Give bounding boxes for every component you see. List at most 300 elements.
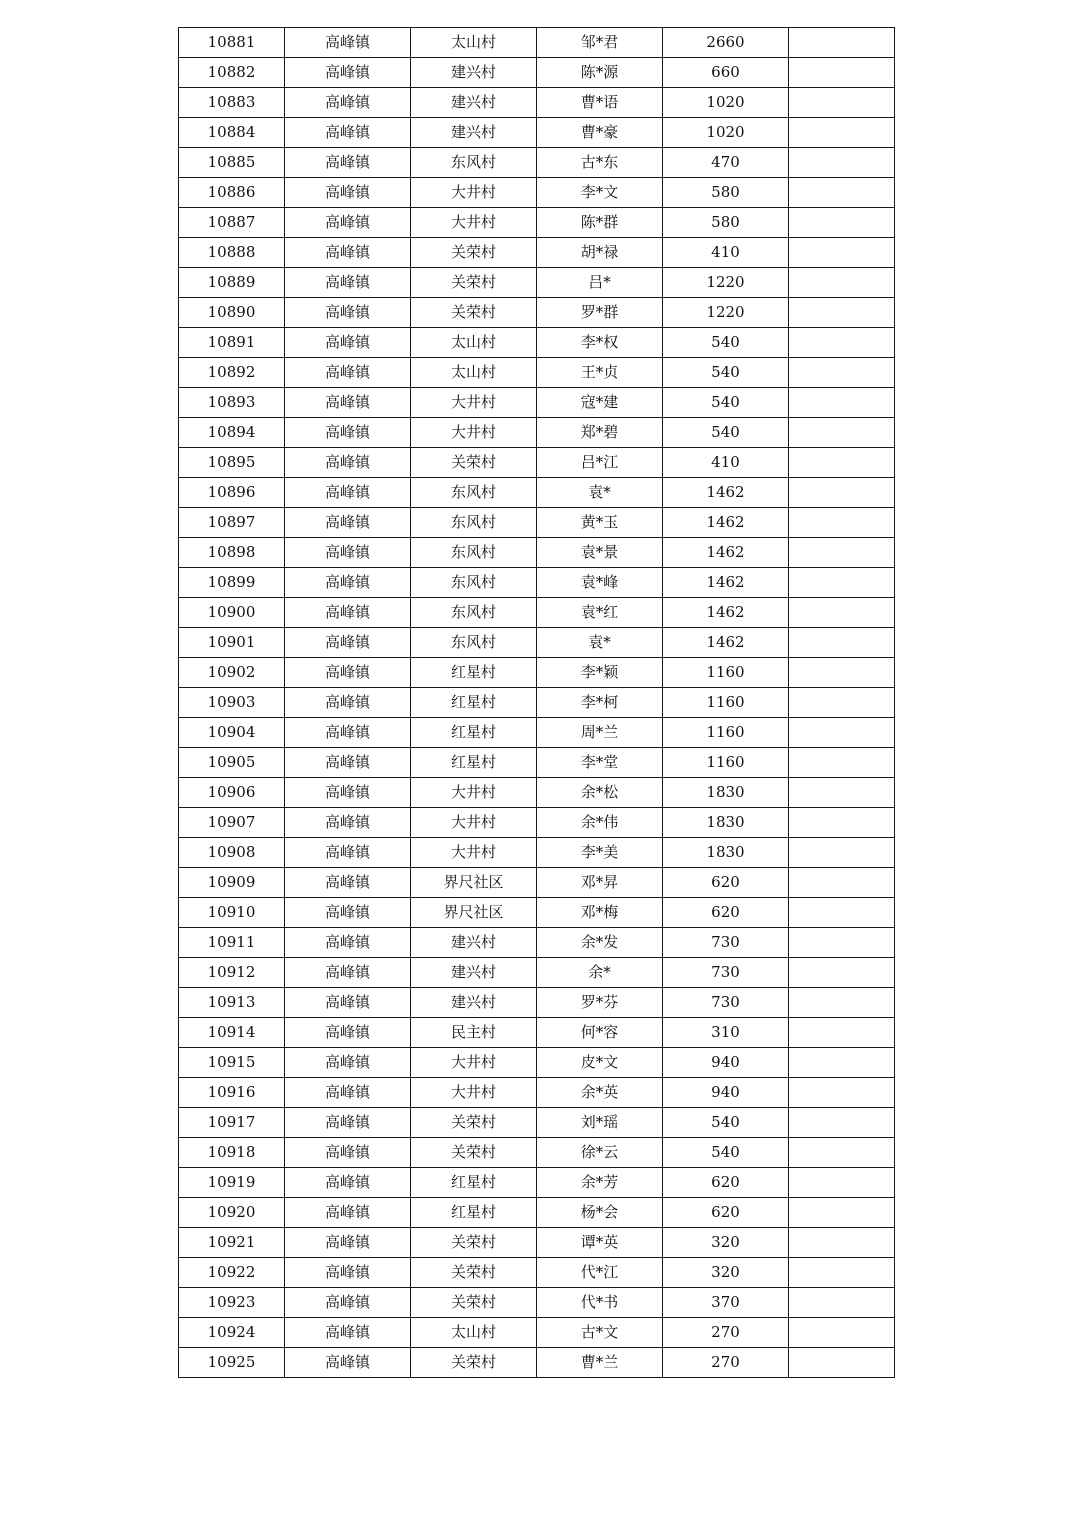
town-cell: 高峰镇 (285, 1078, 411, 1108)
serial-number-cell: 10899 (179, 568, 285, 598)
name-cell: 代*江 (537, 1258, 663, 1288)
amount-cell: 410 (663, 448, 789, 478)
table-row (179, 1198, 895, 1228)
serial-number-cell: 10886 (179, 178, 285, 208)
serial-number-cell: 10892 (179, 358, 285, 388)
amount-cell: 1462 (663, 628, 789, 658)
village-cell: 大井村 (411, 1048, 537, 1078)
village-cell: 界尺社区 (411, 868, 537, 898)
serial-number-cell: 10896 (179, 478, 285, 508)
village-cell: 关荣村 (411, 1288, 537, 1318)
town-cell: 高峰镇 (285, 178, 411, 208)
table-row (179, 1168, 895, 1198)
village-cell: 建兴村 (411, 118, 537, 148)
note-cell (789, 418, 895, 448)
note-cell (789, 88, 895, 118)
village-cell: 东风村 (411, 598, 537, 628)
table-row (179, 688, 895, 718)
town-cell: 高峰镇 (285, 58, 411, 88)
table-row (179, 868, 895, 898)
table-row (179, 268, 895, 298)
village-cell: 关荣村 (411, 238, 537, 268)
name-cell: 余*伟 (537, 808, 663, 838)
name-cell: 代*书 (537, 1288, 663, 1318)
village-cell: 东风村 (411, 478, 537, 508)
name-cell: 寇*建 (537, 388, 663, 418)
table-row (179, 1018, 895, 1048)
serial-number-cell: 10917 (179, 1108, 285, 1138)
amount-cell: 1462 (663, 538, 789, 568)
note-cell (789, 1138, 895, 1168)
note-cell (789, 628, 895, 658)
table-row (179, 1078, 895, 1108)
serial-number-cell: 10888 (179, 238, 285, 268)
table-row (179, 208, 895, 238)
table-row (179, 1228, 895, 1258)
village-cell: 关荣村 (411, 1108, 537, 1138)
village-cell: 关荣村 (411, 1228, 537, 1258)
serial-number-cell: 10909 (179, 868, 285, 898)
table-row (179, 58, 895, 88)
name-cell: 邹*君 (537, 28, 663, 58)
table-row (179, 1108, 895, 1138)
town-cell: 高峰镇 (285, 328, 411, 358)
name-cell: 袁*景 (537, 538, 663, 568)
note-cell (789, 388, 895, 418)
amount-cell: 620 (663, 1198, 789, 1228)
name-cell: 邓*梅 (537, 898, 663, 928)
name-cell: 李*柯 (537, 688, 663, 718)
town-cell: 高峰镇 (285, 448, 411, 478)
note-cell (789, 28, 895, 58)
table-row (179, 1258, 895, 1288)
serial-number-cell: 10901 (179, 628, 285, 658)
table-row (179, 418, 895, 448)
village-cell: 红星村 (411, 658, 537, 688)
town-cell: 高峰镇 (285, 268, 411, 298)
town-cell: 高峰镇 (285, 658, 411, 688)
village-cell: 建兴村 (411, 58, 537, 88)
note-cell (789, 448, 895, 478)
name-cell: 何*容 (537, 1018, 663, 1048)
amount-cell: 540 (663, 1138, 789, 1168)
note-cell (789, 238, 895, 268)
village-cell: 大井村 (411, 418, 537, 448)
village-cell: 建兴村 (411, 928, 537, 958)
town-cell: 高峰镇 (285, 928, 411, 958)
village-cell: 东风村 (411, 538, 537, 568)
serial-number-cell: 10922 (179, 1258, 285, 1288)
serial-number-cell: 10913 (179, 988, 285, 1018)
note-cell (789, 268, 895, 298)
name-cell: 李*文 (537, 178, 663, 208)
amount-cell: 940 (663, 1048, 789, 1078)
note-cell (789, 1288, 895, 1318)
note-cell (789, 748, 895, 778)
town-cell: 高峰镇 (285, 1168, 411, 1198)
amount-cell: 580 (663, 208, 789, 238)
village-cell: 太山村 (411, 28, 537, 58)
amount-cell: 1462 (663, 568, 789, 598)
serial-number-cell: 10894 (179, 418, 285, 448)
serial-number-cell: 10915 (179, 1048, 285, 1078)
village-cell: 太山村 (411, 328, 537, 358)
town-cell: 高峰镇 (285, 718, 411, 748)
note-cell (789, 148, 895, 178)
serial-number-cell: 10881 (179, 28, 285, 58)
table-row (179, 748, 895, 778)
note-cell (789, 208, 895, 238)
amount-cell: 620 (663, 898, 789, 928)
name-cell: 古*文 (537, 1318, 663, 1348)
amount-cell: 410 (663, 238, 789, 268)
town-cell: 高峰镇 (285, 418, 411, 448)
serial-number-cell: 10885 (179, 148, 285, 178)
amount-cell: 540 (663, 388, 789, 418)
amount-cell: 270 (663, 1318, 789, 1348)
name-cell: 李*堂 (537, 748, 663, 778)
note-cell (789, 838, 895, 868)
village-cell: 关荣村 (411, 448, 537, 478)
village-cell: 界尺社区 (411, 898, 537, 928)
town-cell: 高峰镇 (285, 748, 411, 778)
amount-cell: 580 (663, 178, 789, 208)
serial-number-cell: 10887 (179, 208, 285, 238)
town-cell: 高峰镇 (285, 808, 411, 838)
table-row (179, 388, 895, 418)
village-cell: 东风村 (411, 628, 537, 658)
amount-cell: 940 (663, 1078, 789, 1108)
amount-cell: 620 (663, 868, 789, 898)
name-cell: 王*贞 (537, 358, 663, 388)
name-cell: 吕*江 (537, 448, 663, 478)
amount-cell: 1220 (663, 268, 789, 298)
amount-cell: 1160 (663, 748, 789, 778)
name-cell: 陈*群 (537, 208, 663, 238)
note-cell (789, 658, 895, 688)
amount-cell: 620 (663, 1168, 789, 1198)
note-cell (789, 778, 895, 808)
table-row (179, 448, 895, 478)
note-cell (789, 1228, 895, 1258)
village-cell: 建兴村 (411, 988, 537, 1018)
name-cell: 吕* (537, 268, 663, 298)
town-cell: 高峰镇 (285, 868, 411, 898)
note-cell (789, 1198, 895, 1228)
table-row (179, 1348, 895, 1378)
amount-cell: 730 (663, 928, 789, 958)
note-cell (789, 1318, 895, 1348)
table-row (179, 1288, 895, 1318)
town-cell: 高峰镇 (285, 1048, 411, 1078)
town-cell: 高峰镇 (285, 778, 411, 808)
amount-cell: 1830 (663, 778, 789, 808)
village-cell: 大井村 (411, 388, 537, 418)
amount-cell: 540 (663, 358, 789, 388)
table-row (179, 538, 895, 568)
name-cell: 余*发 (537, 928, 663, 958)
town-cell: 高峰镇 (285, 568, 411, 598)
amount-cell: 370 (663, 1288, 789, 1318)
name-cell: 曹*兰 (537, 1348, 663, 1378)
amount-cell: 320 (663, 1228, 789, 1258)
serial-number-cell: 10893 (179, 388, 285, 418)
amount-cell: 310 (663, 1018, 789, 1048)
amount-cell: 1160 (663, 658, 789, 688)
amount-cell: 2660 (663, 28, 789, 58)
town-cell: 高峰镇 (285, 1138, 411, 1168)
village-cell: 红星村 (411, 1198, 537, 1228)
name-cell: 谭*英 (537, 1228, 663, 1258)
serial-number-cell: 10889 (179, 268, 285, 298)
table-row (179, 838, 895, 868)
serial-number-cell: 10916 (179, 1078, 285, 1108)
name-cell: 袁* (537, 478, 663, 508)
table-row (179, 148, 895, 178)
village-cell: 关荣村 (411, 268, 537, 298)
amount-cell: 1020 (663, 118, 789, 148)
serial-number-cell: 10908 (179, 838, 285, 868)
town-cell: 高峰镇 (285, 958, 411, 988)
amount-cell: 1462 (663, 508, 789, 538)
note-cell (789, 1018, 895, 1048)
table-row (179, 568, 895, 598)
serial-number-cell: 10891 (179, 328, 285, 358)
serial-number-cell: 10905 (179, 748, 285, 778)
table-row (179, 718, 895, 748)
note-cell (789, 118, 895, 148)
serial-number-cell: 10921 (179, 1228, 285, 1258)
town-cell: 高峰镇 (285, 1018, 411, 1048)
table-row (179, 928, 895, 958)
table-row (179, 508, 895, 538)
note-cell (789, 688, 895, 718)
note-cell (789, 808, 895, 838)
serial-number-cell: 10882 (179, 58, 285, 88)
note-cell (789, 988, 895, 1018)
village-cell: 大井村 (411, 208, 537, 238)
town-cell: 高峰镇 (285, 118, 411, 148)
village-cell: 建兴村 (411, 88, 537, 118)
table-row (179, 478, 895, 508)
note-cell (789, 868, 895, 898)
name-cell: 邓*昇 (537, 868, 663, 898)
serial-number-cell: 10919 (179, 1168, 285, 1198)
table-row (179, 958, 895, 988)
name-cell: 徐*云 (537, 1138, 663, 1168)
table-row (179, 28, 895, 58)
town-cell: 高峰镇 (285, 1258, 411, 1288)
note-cell (789, 898, 895, 928)
name-cell: 古*东 (537, 148, 663, 178)
amount-cell: 540 (663, 328, 789, 358)
village-cell: 红星村 (411, 748, 537, 778)
town-cell: 高峰镇 (285, 1108, 411, 1138)
town-cell: 高峰镇 (285, 538, 411, 568)
name-cell: 李*美 (537, 838, 663, 868)
note-cell (789, 358, 895, 388)
name-cell: 罗*群 (537, 298, 663, 328)
name-cell: 余*松 (537, 778, 663, 808)
town-cell: 高峰镇 (285, 478, 411, 508)
table-row (179, 88, 895, 118)
name-cell: 陈*源 (537, 58, 663, 88)
village-cell: 东风村 (411, 508, 537, 538)
village-cell: 大井村 (411, 808, 537, 838)
roster-table-body (179, 28, 895, 1378)
note-cell (789, 328, 895, 358)
note-cell (789, 928, 895, 958)
town-cell: 高峰镇 (285, 838, 411, 868)
table-row (179, 1318, 895, 1348)
note-cell (789, 478, 895, 508)
table-row (179, 1048, 895, 1078)
serial-number-cell: 10920 (179, 1198, 285, 1228)
amount-cell: 1830 (663, 838, 789, 868)
name-cell: 余*芳 (537, 1168, 663, 1198)
name-cell: 胡*禄 (537, 238, 663, 268)
amount-cell: 730 (663, 988, 789, 1018)
name-cell: 罗*芬 (537, 988, 663, 1018)
town-cell: 高峰镇 (285, 28, 411, 58)
name-cell: 袁*峰 (537, 568, 663, 598)
town-cell: 高峰镇 (285, 1348, 411, 1378)
note-cell (789, 1048, 895, 1078)
town-cell: 高峰镇 (285, 358, 411, 388)
serial-number-cell: 10924 (179, 1318, 285, 1348)
table-row (179, 628, 895, 658)
serial-number-cell: 10883 (179, 88, 285, 118)
note-cell (789, 178, 895, 208)
table-row (179, 1138, 895, 1168)
serial-number-cell: 10918 (179, 1138, 285, 1168)
name-cell: 余* (537, 958, 663, 988)
name-cell: 袁* (537, 628, 663, 658)
town-cell: 高峰镇 (285, 988, 411, 1018)
note-cell (789, 598, 895, 628)
name-cell: 杨*会 (537, 1198, 663, 1228)
serial-number-cell: 10912 (179, 958, 285, 988)
amount-cell: 1160 (663, 718, 789, 748)
town-cell: 高峰镇 (285, 688, 411, 718)
village-cell: 大井村 (411, 178, 537, 208)
table-row (179, 598, 895, 628)
town-cell: 高峰镇 (285, 88, 411, 118)
village-cell: 红星村 (411, 688, 537, 718)
town-cell: 高峰镇 (285, 1288, 411, 1318)
village-cell: 关荣村 (411, 298, 537, 328)
note-cell (789, 568, 895, 598)
village-cell: 关荣村 (411, 1258, 537, 1288)
amount-cell: 730 (663, 958, 789, 988)
amount-cell: 1462 (663, 478, 789, 508)
village-cell: 太山村 (411, 358, 537, 388)
amount-cell: 1830 (663, 808, 789, 838)
name-cell: 余*英 (537, 1078, 663, 1108)
town-cell: 高峰镇 (285, 1228, 411, 1258)
town-cell: 高峰镇 (285, 208, 411, 238)
serial-number-cell: 10910 (179, 898, 285, 928)
serial-number-cell: 10904 (179, 718, 285, 748)
table-row (179, 328, 895, 358)
village-cell: 建兴村 (411, 958, 537, 988)
serial-number-cell: 10925 (179, 1348, 285, 1378)
serial-number-cell: 10895 (179, 448, 285, 478)
village-cell: 东风村 (411, 568, 537, 598)
note-cell (789, 1168, 895, 1198)
table-row (179, 298, 895, 328)
name-cell: 曹*语 (537, 88, 663, 118)
note-cell (789, 1108, 895, 1138)
amount-cell: 1020 (663, 88, 789, 118)
note-cell (789, 538, 895, 568)
town-cell: 高峰镇 (285, 1318, 411, 1348)
village-cell: 红星村 (411, 718, 537, 748)
town-cell: 高峰镇 (285, 238, 411, 268)
village-cell: 大井村 (411, 1078, 537, 1108)
amount-cell: 540 (663, 1108, 789, 1138)
table-row (179, 808, 895, 838)
serial-number-cell: 10902 (179, 658, 285, 688)
table-row (179, 898, 895, 928)
town-cell: 高峰镇 (285, 598, 411, 628)
name-cell: 郑*碧 (537, 418, 663, 448)
serial-number-cell: 10900 (179, 598, 285, 628)
note-cell (789, 508, 895, 538)
village-cell: 大井村 (411, 778, 537, 808)
note-cell (789, 1078, 895, 1108)
serial-number-cell: 10884 (179, 118, 285, 148)
note-cell (789, 1348, 895, 1378)
amount-cell: 1220 (663, 298, 789, 328)
serial-number-cell: 10903 (179, 688, 285, 718)
serial-number-cell: 10906 (179, 778, 285, 808)
amount-cell: 660 (663, 58, 789, 88)
note-cell (789, 958, 895, 988)
town-cell: 高峰镇 (285, 898, 411, 928)
town-cell: 高峰镇 (285, 628, 411, 658)
name-cell: 刘*瑶 (537, 1108, 663, 1138)
village-cell: 东风村 (411, 148, 537, 178)
table-row (179, 178, 895, 208)
name-cell: 皮*文 (537, 1048, 663, 1078)
note-cell (789, 718, 895, 748)
name-cell: 李*权 (537, 328, 663, 358)
serial-number-cell: 10897 (179, 508, 285, 538)
table-row (179, 988, 895, 1018)
serial-number-cell: 10898 (179, 538, 285, 568)
table-row (179, 778, 895, 808)
town-cell: 高峰镇 (285, 388, 411, 418)
name-cell: 黄*玉 (537, 508, 663, 538)
serial-number-cell: 10911 (179, 928, 285, 958)
name-cell: 周*兰 (537, 718, 663, 748)
name-cell: 李*颖 (537, 658, 663, 688)
amount-cell: 470 (663, 148, 789, 178)
village-cell: 太山村 (411, 1318, 537, 1348)
table-row (179, 238, 895, 268)
village-cell: 大井村 (411, 838, 537, 868)
note-cell (789, 58, 895, 88)
town-cell: 高峰镇 (285, 508, 411, 538)
town-cell: 高峰镇 (285, 148, 411, 178)
amount-cell: 1462 (663, 598, 789, 628)
table-row (179, 658, 895, 688)
amount-cell: 1160 (663, 688, 789, 718)
table-row (179, 358, 895, 388)
serial-number-cell: 10914 (179, 1018, 285, 1048)
town-cell: 高峰镇 (285, 298, 411, 328)
